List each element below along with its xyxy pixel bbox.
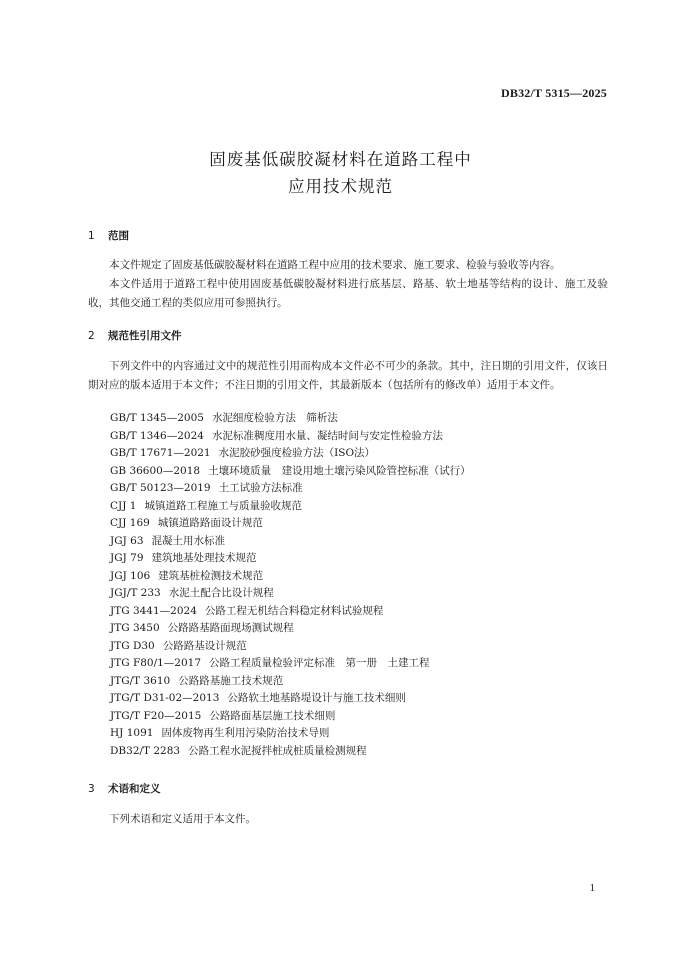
reference-item (110, 743, 471, 761)
reference-name: 公路路基路面现场测试规程 (167, 622, 294, 634)
reference-item (110, 708, 471, 726)
reference-item (110, 550, 471, 568)
reference-name: 城镇道路工程施工与质量验收规范 (144, 499, 302, 512)
reference-code: HJ 1091 (110, 727, 154, 739)
reference-item (110, 603, 471, 621)
paragraph: 本文件规定了固废基低碳胶凝材料在道路工程中应用的技术要求、施工要求、检验与验收等内容。 (109, 259, 561, 271)
reference-list (110, 410, 471, 760)
section-heading-scope (88, 228, 129, 243)
reference-code: JTG 3450 (110, 622, 160, 634)
reference-code: GB 36600—2018 (110, 464, 201, 477)
section-title: 规范性引用文件 (108, 330, 182, 342)
section-title: 术语和定义 (108, 783, 161, 795)
section-number: 1 (88, 230, 95, 242)
reference-item (110, 410, 471, 428)
section-number: 3 (88, 783, 95, 795)
reference-name: 公路路面基层施工技术细则 (209, 709, 336, 722)
reference-name: 土工试验方法标准 (218, 482, 303, 494)
reference-code: GB/T 50123—2019 (110, 482, 211, 494)
paragraph: 下列术语和定义适用于本文件。 (109, 813, 256, 825)
reference-code: JTG 3441—2024 (110, 604, 197, 617)
reference-code: GB/T 1346—2024 (110, 429, 204, 442)
reference-name: 公路路基施工技术规范 (178, 674, 284, 687)
reference-code: JGJ 63 (110, 534, 144, 547)
reference-item (110, 568, 471, 586)
section-heading-normative-references (88, 328, 182, 343)
section-number: 2 (88, 330, 95, 342)
reference-name: 公路工程质量检验评定标准 第一册 土建工程 (209, 657, 430, 669)
reference-name: 城镇道路路面设计规范 (157, 517, 263, 529)
reference-code: JGJ 79 (110, 552, 144, 564)
reference-item (110, 498, 471, 516)
reference-code: JTG/T D31-02—2013 (110, 692, 220, 704)
reference-name: 混凝土用水标准 (151, 534, 226, 547)
reference-code: JTG/T 3610 (110, 674, 171, 687)
reference-item (110, 638, 471, 656)
paragraph: 本文件适用于道路工程中使用固废基低碳胶凝材料进行底基层、路基、软土地基等结构的设计、施工及验收，其他交通工程的类似应用可参照执行。 (88, 278, 608, 309)
reference-code: CJJ 169 (110, 517, 150, 529)
reference-code: JTG D30 (110, 639, 155, 652)
reference-item (110, 585, 471, 603)
reference-name: 公路工程无机结合料稳定材料试验规程 (204, 604, 384, 617)
reference-name: 土壤环境质量 建设用地土壤污染风险管控标准（试行） (208, 464, 471, 477)
reference-name: 水泥细度检验方法 筛析法 (211, 412, 338, 424)
reference-code: JTG F80/1—2017 (110, 657, 202, 669)
document-code: DB32/T 5315—2025 (501, 86, 607, 100)
reference-item (110, 725, 471, 743)
paragraph: 下列文件中的内容通过文中的规范性引用而构成本文件必不可少的条款。其中，注日期的引用文件，仅该日期对应的版本适用于本文件；不注日期的引用文件，其最新版本（包括所有的修改单）适用于本文件。 (88, 360, 608, 391)
section-heading-terms-and-definitions (88, 781, 161, 796)
reference-name: 建筑地基处理技术规范 (151, 552, 257, 564)
reference-code: GB/T 1345—2005 (110, 412, 204, 424)
reference-item (110, 533, 471, 551)
page-number: 1 (589, 882, 595, 894)
document-title-line1: 固废基低碳胶凝材料在道路工程中 (209, 150, 472, 169)
reference-code: GB/T 17671—2021 (110, 447, 211, 459)
reference-name: 建筑基桩检测技术规范 (158, 569, 264, 582)
reference-item (110, 428, 471, 446)
reference-name: 固体废物再生利用污染防治技术导则 (161, 727, 330, 739)
reference-name: 公路路基设计规范 (162, 639, 247, 652)
reference-item (110, 690, 471, 708)
reference-item (110, 480, 471, 498)
reference-name: 水泥土配合比设计规程 (168, 587, 274, 599)
section-title: 范围 (108, 230, 129, 242)
reference-item (110, 445, 471, 463)
reference-name: 水泥胶砂强度检验方法（ISO法） (218, 447, 376, 459)
reference-item (110, 620, 471, 638)
reference-item (110, 655, 471, 673)
reference-name: 公路工程水泥搅拌桩成桩质量检测规程 (188, 744, 367, 757)
reference-item (110, 463, 471, 481)
reference-name: 公路软土地基路堤设计与施工技术细则 (227, 692, 406, 704)
reference-item (110, 673, 471, 691)
reference-name: 水泥标准稠度用水量、凝结时间与安定性检验方法 (211, 429, 443, 442)
reference-code: JGJ 106 (110, 569, 151, 582)
reference-item (110, 515, 471, 533)
document-title-line2: 应用技术规范 (288, 177, 393, 196)
reference-code: DB32/T 2283 (110, 744, 181, 757)
reference-code: CJJ 1 (110, 499, 137, 512)
reference-code: JGJ/T 233 (110, 587, 161, 599)
reference-code: JTG/T F20—2015 (110, 709, 202, 722)
